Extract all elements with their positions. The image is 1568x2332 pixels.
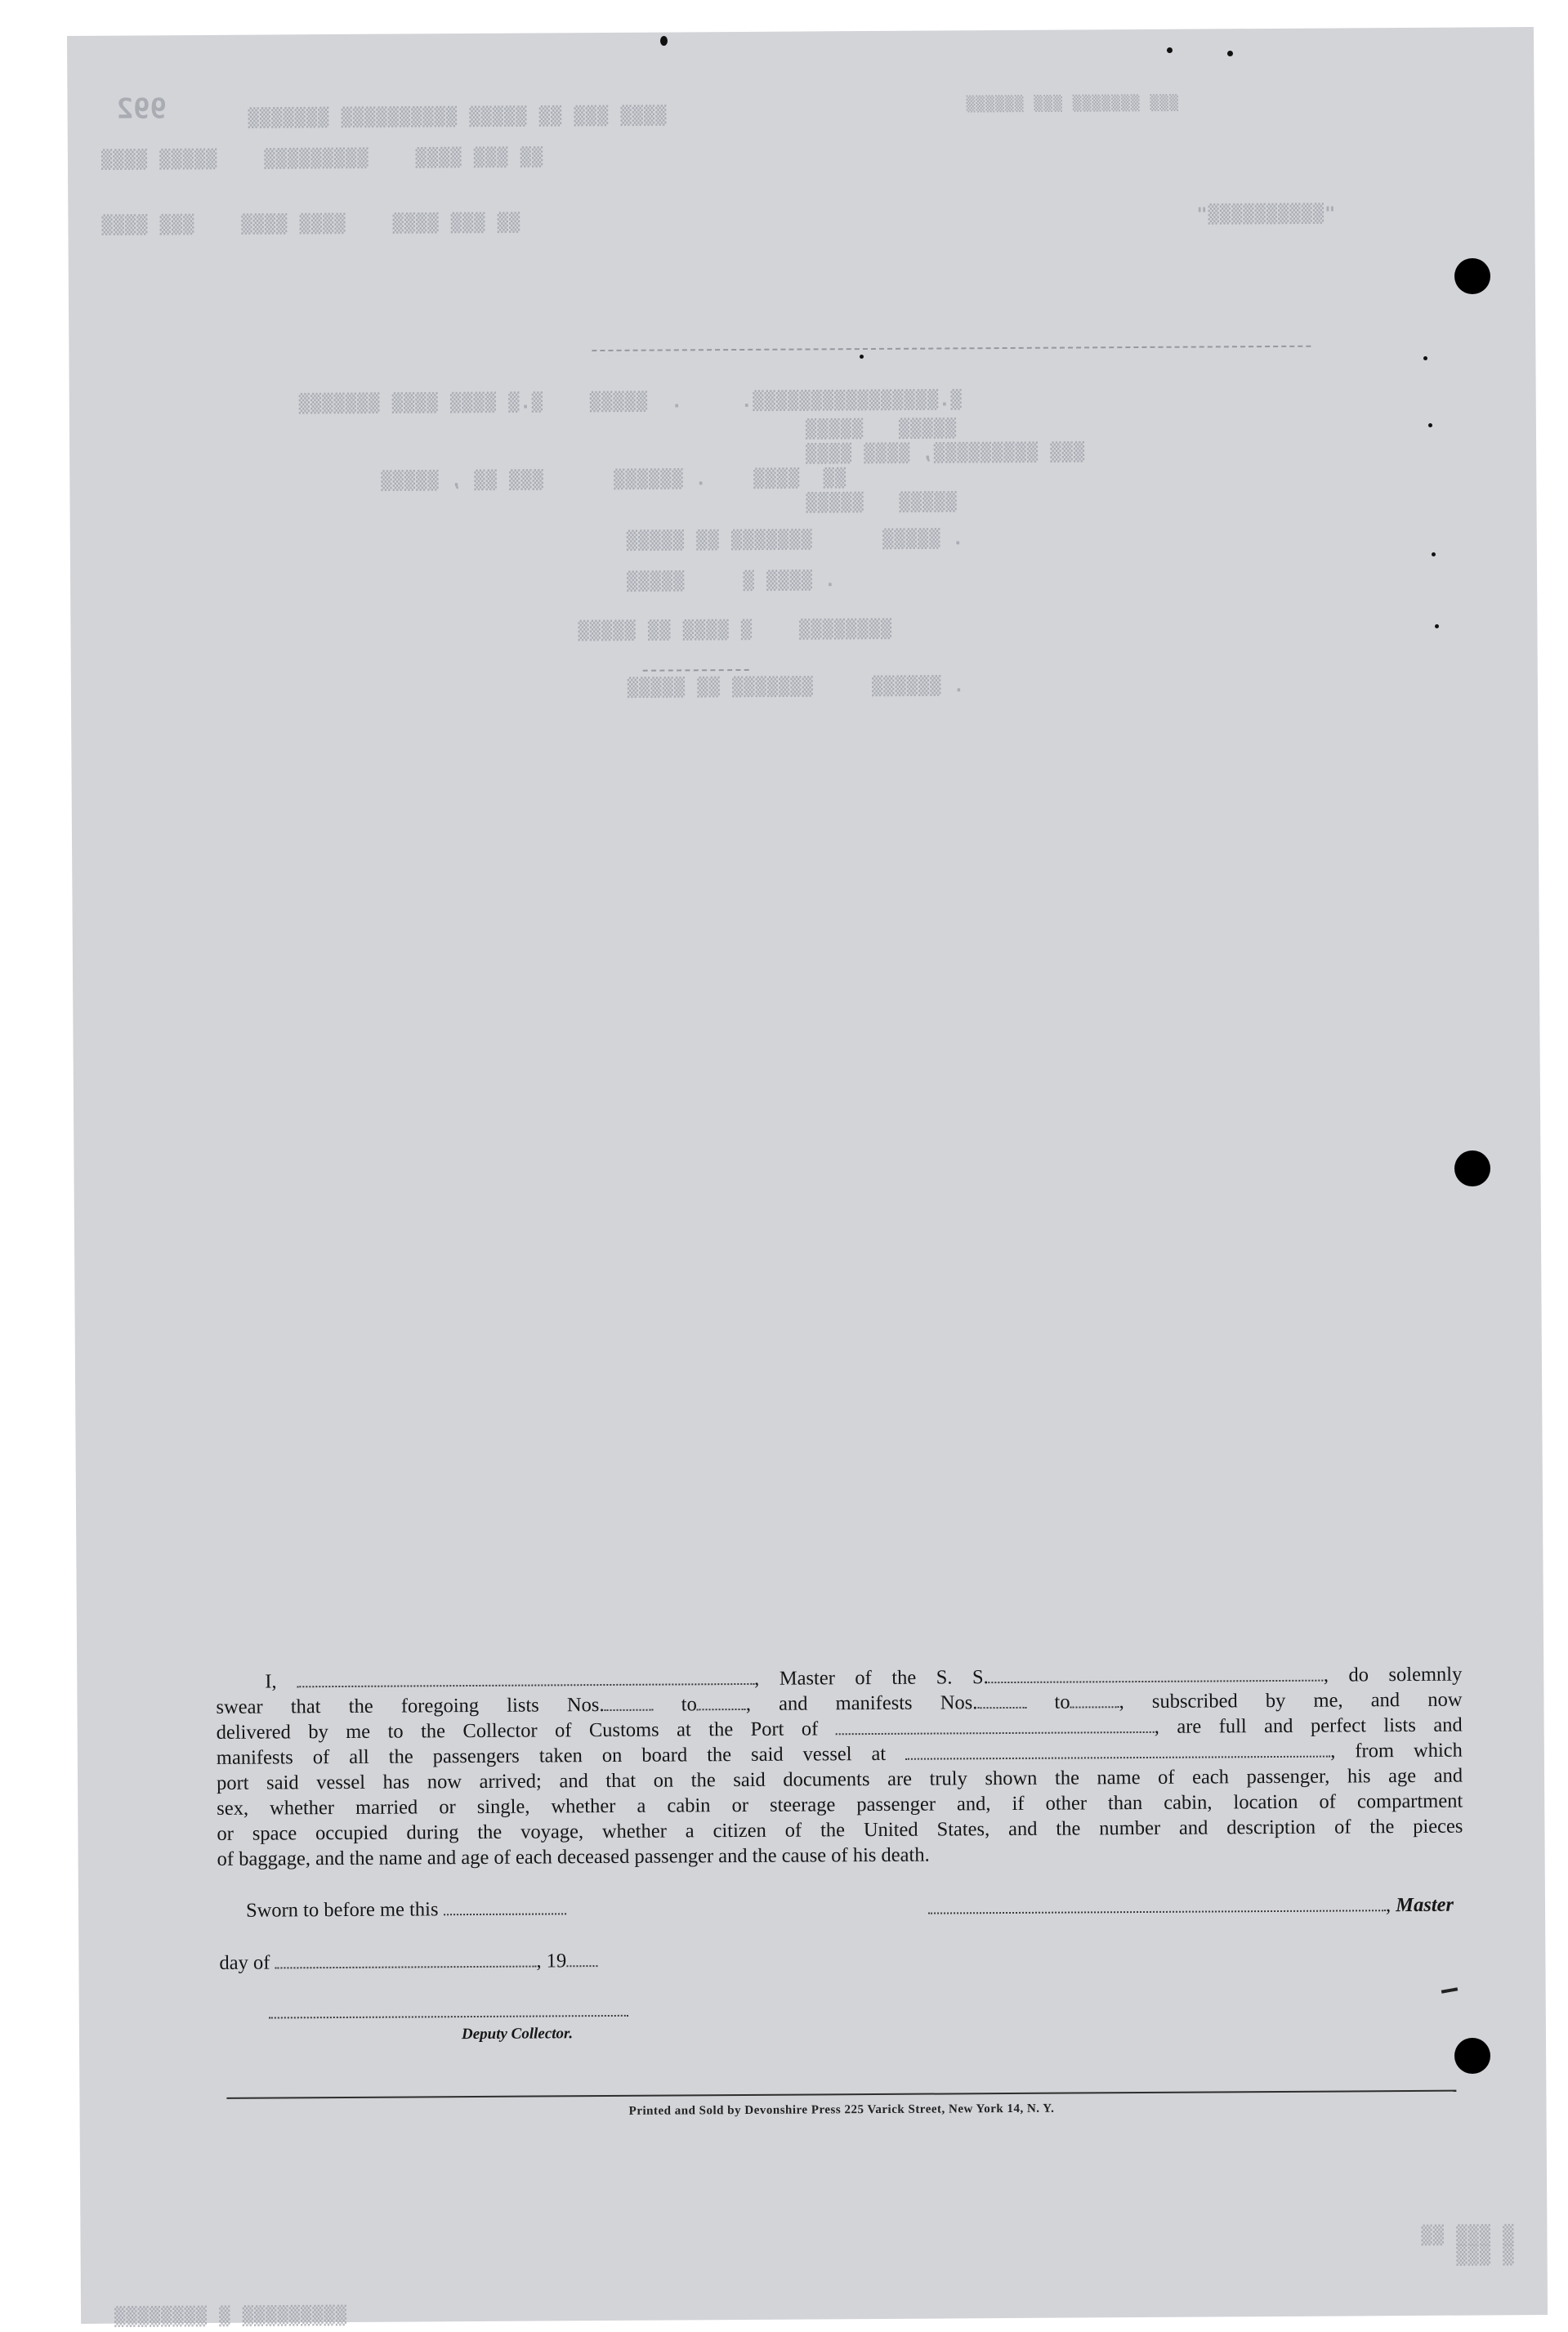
day-of-month-blank [275,1951,536,1969]
oath-paragraph [216,1662,1463,1872]
master-signature-blank [928,1895,1386,1914]
lists-to-blank [697,1694,746,1710]
vessel-name-blank [989,1665,1324,1684]
master-name-blank [297,1669,754,1687]
oath-line-5: port said vessel has now arrived; and that on the said documents are truly shown the name of each passenger, his age and [216,1764,1463,1794]
ink-speck [660,36,668,46]
sworn-date-blank [444,1898,566,1915]
deputy-collector-signature-blank [269,2000,628,2019]
oath-line-3: delivered by me to the Collector of Customs at the Port of , are full and perfect lists and [216,1713,1463,1744]
bleed-through-ship: "▒▒▒▒▒▒▒▒▒▒" [1195,203,1336,226]
bleed-through-header: ▒▒▒▒ ▒▒▒ ▒▒ ▒▒▒▒▒ ▒▒▒▒▒▒▒▒▒▒ ▒▒▒▒▒▒▒ [247,105,667,129]
oath-line-6: sex, whether married or single, whether a cabin or steerage passenger and, if other than cabin, location of compartment [217,1789,1463,1820]
port-of-arrival-blank [836,1717,1155,1735]
manifest-back-page [67,27,1548,2328]
imprint-rule [226,2090,1456,2099]
bleed-through-row-1: ▒.▒▒▒▒▒▒▒▒▒▒▒▒▒▒▒▒. . ▒▒▒▒▒ ▒.▒ ▒▒▒▒ ▒▒▒▒ ▒▒▒▒▒▒▒ [297,390,962,415]
oath-line-1: I, , Master of the S. S. , do solemnly [265,1663,1463,1693]
master-signature-line: , Master [928,1894,1454,1920]
deputy-collector-label: Deputy Collector. [461,2025,574,2044]
ink-speck [1432,552,1436,556]
bleed-through-header-3: ▒▒ ▒▒▒ ▒▒▒▒ ▒▒▒▒ ▒▒▒▒ ▒▒▒ ▒▒▒▒ [101,212,520,236]
sworn-line: Sworn to before me this [246,1897,566,1922]
printer-imprint: Printed and Sold by Devonshire Press 225 Varick Street, New York 14, N. Y. [628,2102,1055,2118]
ink-speck [1423,356,1427,360]
ink-speck [1167,47,1173,53]
manifests-to-blank [1070,1691,1119,1708]
bleed-through-row-7: . ▒▒▒▒ ▒ ▒▒▒▒▒ [626,570,836,592]
bleed-through-footer: ▒▒▒▒▒▒▒▒▒ ▒ ▒▒▒▒▒▒▒▒ [113,2305,347,2328]
bleed-through-row-8: ▒▒▒▒▒▒▒▒ ▒ ▒▒▒▒ ▒▒ ▒▒▒▒▒ [577,619,892,642]
bleed-through-column-rule [592,346,1311,351]
bleed-through-row-2: ▒▒▒▒▒ ▒▒▒▒▒ [804,418,957,440]
ink-speck [1227,51,1233,56]
bleed-through-stamp: ▒ ▒▒▒ ▒▒ ▒ ▒▒▒ [1420,2225,1514,2267]
lists-from-blank [604,1695,653,1711]
oath-line-4: manifests of all the passengers taken on board the said vessel at , from which [216,1739,1463,1769]
oath-line-7: or space occupied during the voyage, whether a citizen of the United States, and the number and description of the pieces [217,1815,1463,1845]
bleed-through-row-4: ▒▒ ▒▒▒▒ . ▒▒▒▒▒▒ ▒▒▒ ▒▒ , ▒▒▒▒▒ [380,468,847,492]
bleed-through-short-rule [643,669,749,672]
manifests-from-blank [977,1692,1026,1709]
port-of-departure-blank [905,1741,1330,1760]
punch-hole-top [1454,258,1490,294]
bleed-through-row-3: ▒▒▒ ▒▒▒▒▒▒▒▒▒, ▒▒▒▒ ▒▒▒▒ [805,442,1085,465]
ink-speck [1428,423,1432,427]
punch-hole-bottom [1454,2038,1490,2074]
ink-speck [1435,624,1439,628]
punch-hole-middle [1454,1150,1490,1186]
bleed-through-row-6: . ▒▒▒▒▒ ▒▒▒▒▒▒▒ ▒▒ ▒▒▒▒▒ [625,529,963,552]
bleed-through-corner-print: ▒▒▒▒▒▒ ▒▒▒ ▒▒▒▒▒▒▒ ▒▒▒ [966,94,1180,114]
day-of-line: day of , 19 [219,1950,597,1975]
oath-line-2: swear that the foregoing lists Nos. to , and manifests Nos. to , subscribed by me, and now [216,1688,1463,1718]
bleed-through-row-5: ▒▒▒▒▒ ▒▒▒▒▒ [805,492,957,514]
oath-line-8: of baggage, and the name and age of each deceased passenger and the cause of his death. [217,1843,930,1870]
year-blank [566,1950,597,1967]
ink-speck [860,355,864,359]
bleed-through-header-2: ▒▒ ▒▒▒ ▒▒▒▒ ▒▒▒▒▒▒▒▒▒ ▒▒▒▒▒ ▒▒▒▒ [100,147,543,171]
bleed-through-page-number: 992 [116,92,168,126]
bleed-through-row-9: . ▒▒▒▒▒▒ ▒▒▒▒▒▒▒ ▒▒ ▒▒▒▒▒ [626,676,965,699]
